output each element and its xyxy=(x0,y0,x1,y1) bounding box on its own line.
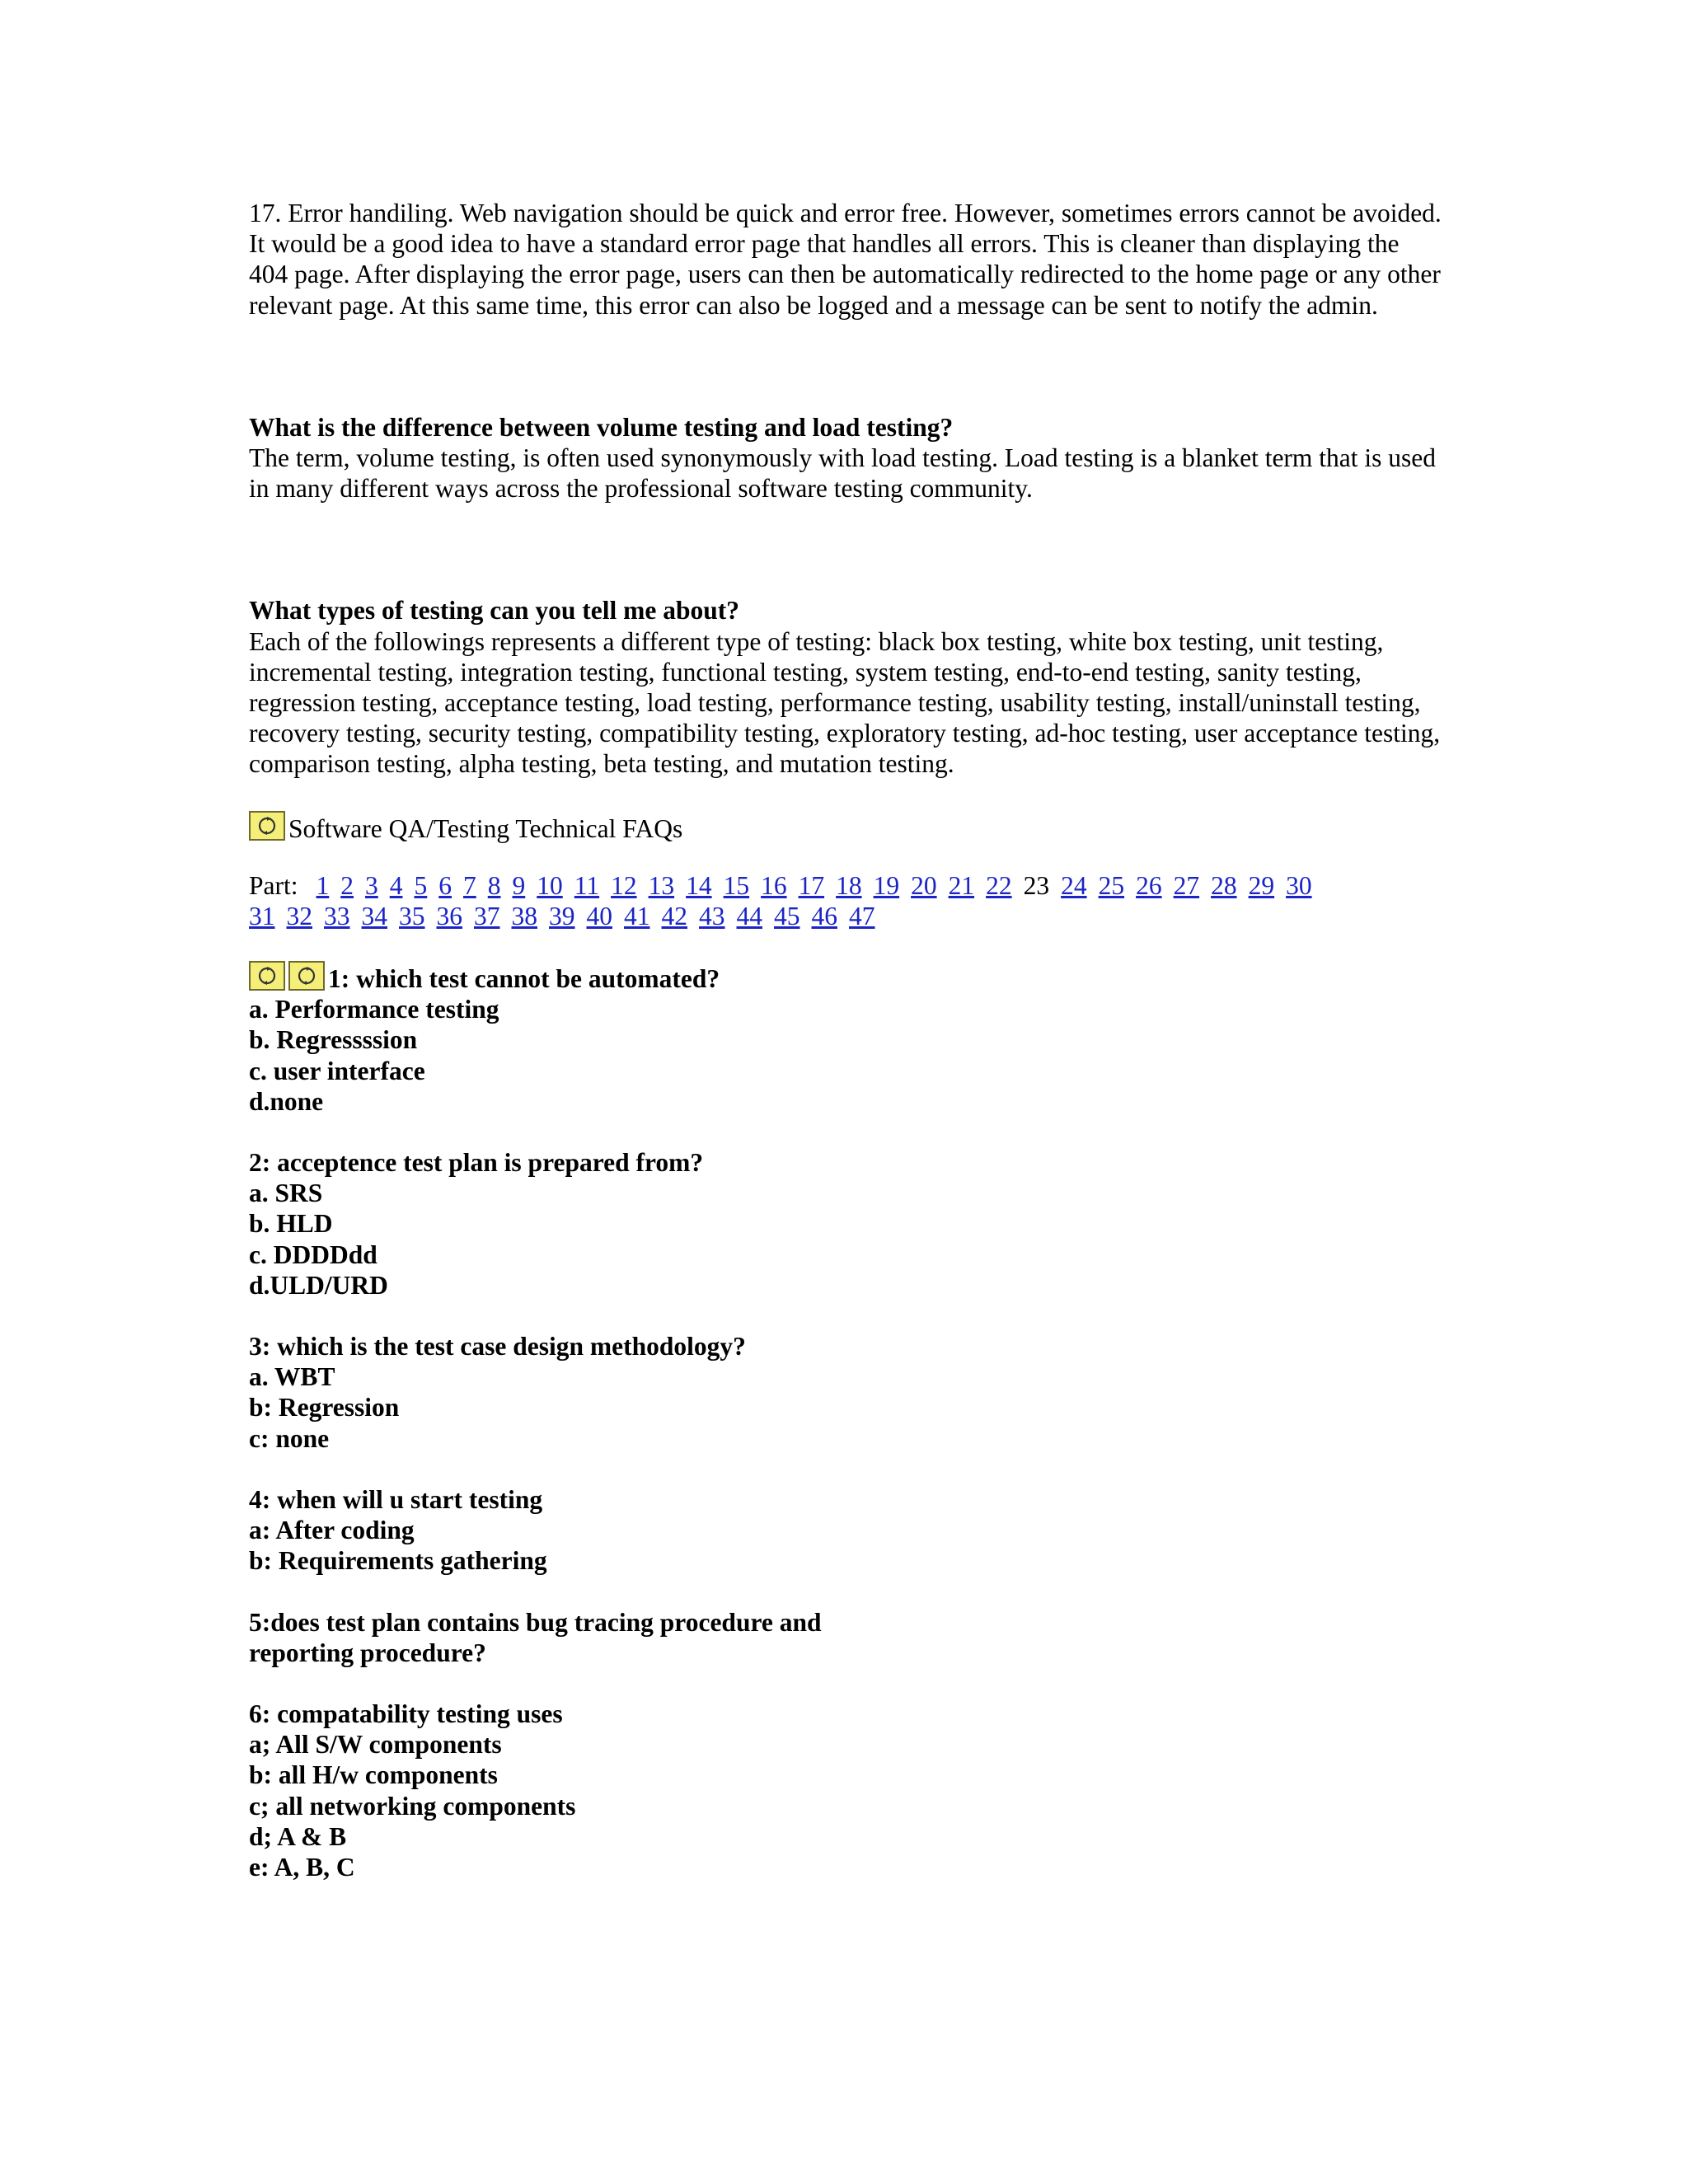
error-handling-paragraph: 17. Error handiling. Web navigation should be quick and error free. However, sometimes errors cannot be avoided. It would be a good idea to have a standard error page that handles all errors. This is cleaner than displaying the 404 page. After displaying the error page, users can then be automatically redirected to the home page or any other relevant page. At this same time, this error can also be logged and a message can be sent to notify the admin. xyxy=(249,199,1442,320)
answer-option: b. HLD xyxy=(249,1209,333,1239)
testing-types-question: What types of testing can you tell me about? xyxy=(249,596,739,626)
page-link-29[interactable]: 29 xyxy=(1248,870,1275,900)
question-label: 1: which test cannot be automated? xyxy=(328,964,720,994)
page-link-19[interactable]: 19 xyxy=(873,870,900,900)
page-link-22[interactable]: 22 xyxy=(986,870,1012,900)
page-link-12[interactable]: 12 xyxy=(611,870,637,900)
answer-option: b: Requirements gathering xyxy=(249,1546,547,1576)
pagination-label: Part: xyxy=(249,870,298,900)
quiz-question-2 xyxy=(249,1147,1444,1301)
answer-option: c. DDDDdd xyxy=(249,1240,377,1269)
page-link-37[interactable]: 37 xyxy=(474,901,500,930)
part-pagination xyxy=(249,870,1444,931)
answer-option: b: Regression xyxy=(249,1393,400,1422)
spacer xyxy=(249,847,1444,870)
testing-types-answer: Each of the followings represents a different type of testing: black box testing, white box testing, unit testing, incremental testing, integration testing, functional testing, system testing, end-to-end testing, sanity testing, regression testing, acceptance testing, load testing, performance testing, usability testing, install/uninstall testing, recovery testing, security testing, compatibility testing, exploratory testing, ad-hoc testing, user acceptance testing, comparison testing, alpha testing, beta testing, and mutation testing. xyxy=(249,626,1441,779)
page-link-18[interactable]: 18 xyxy=(836,870,862,900)
page-link-34[interactable]: 34 xyxy=(361,901,387,930)
spacer xyxy=(249,780,1444,810)
page-link-46[interactable]: 46 xyxy=(811,901,837,930)
page-link-5[interactable]: 5 xyxy=(414,870,428,900)
page-link-24[interactable]: 24 xyxy=(1061,870,1087,900)
answer-option: a. Performance testing xyxy=(249,995,499,1024)
page-link-9[interactable]: 9 xyxy=(512,870,526,900)
question-text: 6: compatability testing uses xyxy=(249,1699,563,1728)
answer-option: c; all networking components xyxy=(249,1791,576,1821)
page-link-14[interactable]: 14 xyxy=(686,870,712,900)
refresh-icon[interactable] xyxy=(249,961,285,991)
page-link-25[interactable]: 25 xyxy=(1098,870,1125,900)
page-link-30[interactable]: 30 xyxy=(1286,870,1312,900)
quiz-section xyxy=(249,961,1444,1882)
page-link-26[interactable]: 26 xyxy=(1136,870,1162,900)
page-link-33[interactable]: 33 xyxy=(324,901,350,930)
page-link-45[interactable]: 45 xyxy=(774,901,800,930)
page-link-47[interactable]: 47 xyxy=(849,901,875,930)
page-link-27[interactable]: 27 xyxy=(1173,870,1200,900)
page-link-35[interactable]: 35 xyxy=(399,901,425,930)
answer-option: c. user interface xyxy=(249,1056,425,1085)
spacer xyxy=(249,321,1444,412)
spacer xyxy=(249,931,1444,961)
question-text xyxy=(249,961,1444,994)
current-page: 23 xyxy=(1023,870,1050,900)
page-link-16[interactable]: 16 xyxy=(761,870,787,900)
page-link-20[interactable]: 20 xyxy=(911,870,937,900)
page-link-44[interactable]: 44 xyxy=(736,901,762,930)
page-link-2[interactable]: 2 xyxy=(340,870,354,900)
page-link-36[interactable]: 36 xyxy=(436,901,462,930)
question-text: 5:does test plan contains bug tracing procedure and xyxy=(249,1607,822,1637)
answer-option: a: After coding xyxy=(249,1516,415,1545)
faq-link-row xyxy=(249,810,1444,847)
document-page xyxy=(249,198,1444,1913)
page-link-10[interactable]: 10 xyxy=(537,870,563,900)
page-link-11[interactable]: 11 xyxy=(574,870,600,900)
answer-option: b: all H/w components xyxy=(249,1760,498,1790)
volume-load-question: What is the difference between volume testing and load testing? xyxy=(249,412,954,442)
page-link-32[interactable]: 32 xyxy=(286,901,312,930)
spacer xyxy=(249,504,1444,595)
answer-option: d; A & B xyxy=(249,1821,347,1851)
refresh-icon[interactable] xyxy=(288,961,325,991)
page-link-40[interactable]: 40 xyxy=(586,901,612,930)
answer-option: d.ULD/URD xyxy=(249,1270,388,1300)
page-link-41[interactable]: 41 xyxy=(624,901,650,930)
page-link-7[interactable]: 7 xyxy=(463,870,476,900)
answer-option: a. SRS xyxy=(249,1179,323,1208)
answer-option: a. WBT xyxy=(249,1362,335,1392)
page-link-6[interactable]: 6 xyxy=(438,870,452,900)
page-link-4[interactable]: 4 xyxy=(389,870,403,900)
answer-option: reporting procedure? xyxy=(249,1638,486,1667)
page-link-38[interactable]: 38 xyxy=(511,901,537,930)
answer-option: e: A, B, C xyxy=(249,1852,355,1882)
pagination-row-1 xyxy=(249,870,1444,901)
pagination-links-before xyxy=(316,871,1024,900)
page-link-39[interactable]: 39 xyxy=(549,901,575,930)
answer-option: b. Regressssion xyxy=(249,1025,418,1055)
quiz-question-4 xyxy=(249,1484,1444,1577)
page-link-1[interactable]: 1 xyxy=(316,870,330,900)
answer-option: d.none xyxy=(249,1086,324,1116)
faq-title: Software QA/Testing Technical FAQs xyxy=(288,813,683,843)
page-link-21[interactable]: 21 xyxy=(948,870,975,900)
page-link-15[interactable]: 15 xyxy=(723,870,750,900)
question-text: 4: when will u start testing xyxy=(249,1484,543,1514)
pagination-row-2 xyxy=(249,901,1444,931)
page-link-31[interactable]: 31 xyxy=(249,901,275,930)
page-link-42[interactable]: 42 xyxy=(661,901,687,930)
page-link-13[interactable]: 13 xyxy=(648,870,675,900)
quiz-question-5 xyxy=(249,1607,1444,1668)
question-text: 2: acceptence test plan is prepared from? xyxy=(249,1148,704,1178)
quiz-question-6 xyxy=(249,1699,1444,1882)
quiz-question-1 xyxy=(249,961,1444,1117)
refresh-icon[interactable] xyxy=(249,811,285,841)
page-link-17[interactable]: 17 xyxy=(798,870,825,900)
page-link-28[interactable]: 28 xyxy=(1211,870,1237,900)
pagination-links-after xyxy=(1061,871,1324,900)
quiz-question-3 xyxy=(249,1331,1444,1454)
answer-option: a; All S/W components xyxy=(249,1730,502,1760)
volume-load-answer: The term, volume testing, is often used synonymously with load testing. Load testing is a blanket term that is used in many different ways across the professional software testing community. xyxy=(249,443,1437,504)
page-link-8[interactable]: 8 xyxy=(487,870,501,900)
question-text: 3: which is the test case design methodology? xyxy=(249,1332,746,1361)
page-link-43[interactable]: 43 xyxy=(699,901,725,930)
answer-option: c: none xyxy=(249,1423,330,1453)
page-link-3[interactable]: 3 xyxy=(365,870,378,900)
